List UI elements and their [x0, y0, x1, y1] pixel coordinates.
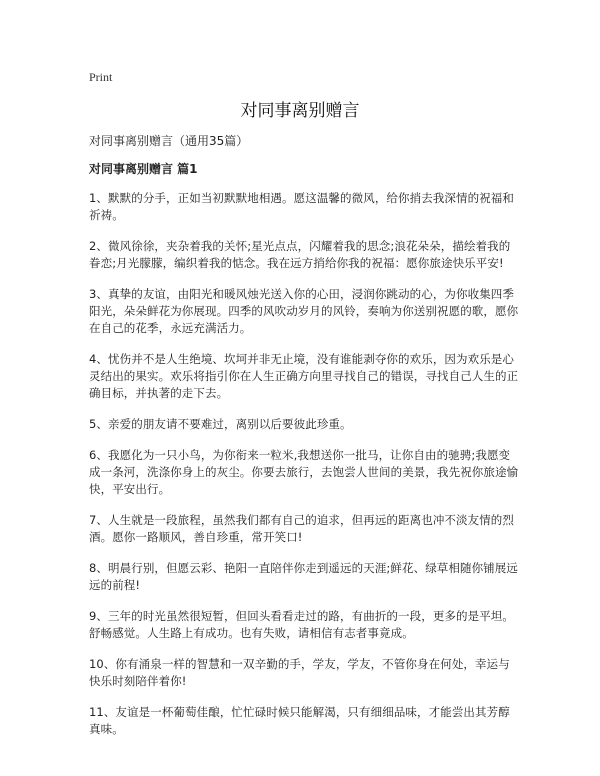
paragraph-11: 11、友谊是一杯葡萄佳酿，忙忙碌时候只能解渴，只有细细品味，才能尝出其芳醇真味。 — [89, 705, 510, 736]
paragraph-8: 8、明晨行别，但愿云彩、艳阳一直陪伴你走到遥远的天涯;鲜花、绿草相随你铺展远远的前程! — [89, 561, 518, 592]
print-link[interactable]: Print — [89, 70, 113, 84]
paragraph-2: 2、微风徐徐，夹杂着我的关怀;星光点点，闪耀着我的思念;浪花朵朵，描绘着我的眷恋;月光朦朦，编织着我的惦念。我在远方捎给你我的祝福：愿你旅途快乐平安! — [89, 239, 511, 270]
document-body — [89, 132, 519, 752]
paragraph-10: 10、你有涌泉一样的智慧和一双辛勤的手，学友，学友，不管你身在何处，幸运与快乐时刻陪伴着你! — [89, 657, 510, 688]
paragraph-5: 5、亲爱的朋友请不要难过，离别以后要彼此珍重。 — [89, 417, 352, 431]
section-heading: 对同事离别赠言 篇1 — [89, 162, 198, 176]
paragraph-9: 9、三年的时光虽然很短暂，但回头看看走过的路，有曲折的一段，更多的是平坦。舒畅感觉。人生路上有成功。也有失败，请相信有志者事竟成。 — [89, 609, 515, 640]
paragraph-7: 7、人生就是一段旅程，虽然我们都有自己的追求，但再远的距离也冲不淡友情的烈酒。愿你一路顺风，善自珍重，常开笑口! — [89, 513, 515, 544]
paragraph-3: 3、真挚的友谊，由阳光和暖风烛光送入你的心田，浸润你跳动的心，为你收集四季阳光，朵朵鲜花为你展现。四季的风吹动岁月的风铃，奏响为你送别祝愿的歌，愿你在自己的花季，永远充满活力。 — [89, 287, 519, 335]
paragraph-4: 4、忧伤并不是人生绝境、坎坷并非无止境，没有谁能剥夺你的欢乐，因为欢乐是心灵结出的果实。欢乐将指引你在人生正确方向里寻找自己的错误，寻找自己人生的正确目标，并执著的走下去。 — [89, 352, 519, 400]
paragraph-1: 1、默默的分手，正如当初默默地相遇。愿这温馨的微风，给你捎去我深情的祝福和祈祷。 — [89, 191, 515, 222]
page-title: 对同事离别赠言 — [240, 101, 360, 121]
paragraph-6: 6、我愿化为一只小鸟，为你衔来一粒米,我想送你一批马，让你自由的驰骋;我愿变成一条河，洗涤你身上的灰尘。你要去旅行，去饱尝人世间的美景，我先祝你旅途愉快，平安出行。 — [89, 448, 519, 496]
document-subtitle: 对同事离别赠言（通用35篇） — [89, 134, 249, 148]
